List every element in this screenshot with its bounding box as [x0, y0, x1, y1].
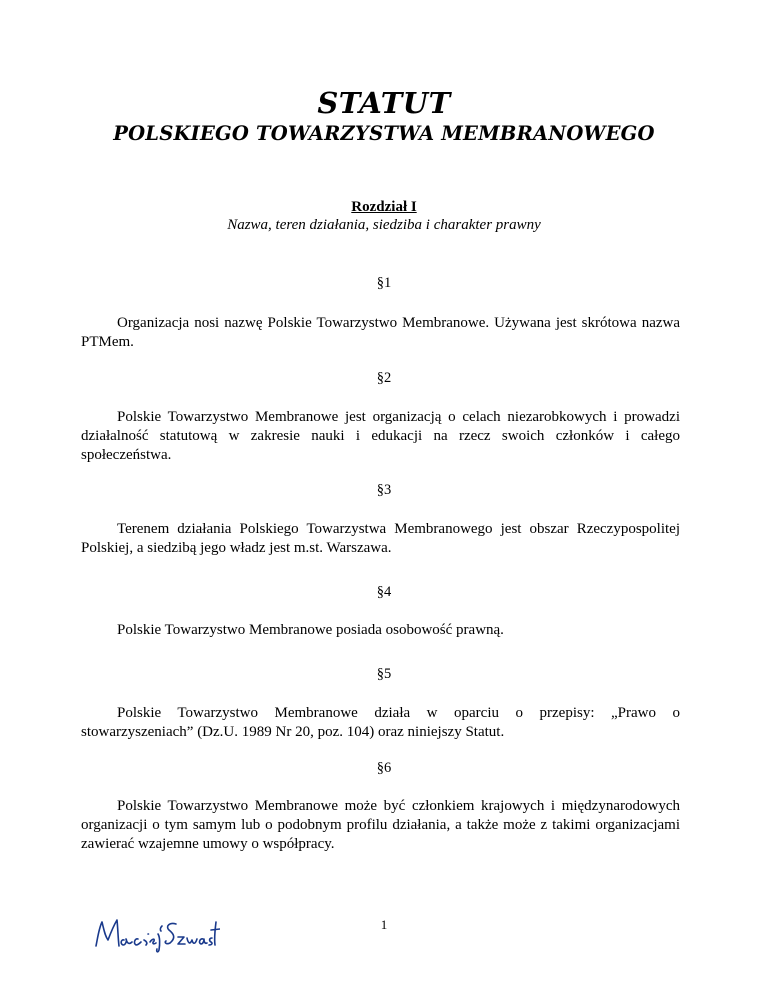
section-text-3: Terenem działania Polskiego Towarzystwa Membranowego jest obszar Rzeczypospolitej Polskiej, a siedzibą jego władz jest m.st. Warszawa. [81, 521, 680, 556]
section-mark-3: §3 [376, 482, 392, 498]
section-text-6: Polskie Towarzystwo Membranowe może być członkiem krajowych i międzynarodowych organizacji o tym samym lub o podobnym profilu działania, a także może z takimi organizacjami zawierać wzajemne umowy o współpracy. [81, 798, 680, 852]
chapter-subtitle: Nazwa, teren działania, siedziba i charakter prawny [227, 217, 541, 233]
document-title: STATUT [317, 86, 451, 120]
section-text-2: Polskie Towarzystwo Membranowe jest organizacją o celach niezarobkowych i prowadzi działalność statutową w zakresie nauki i edukacji na rzecz swoich członków i całego społeczeństwa. [81, 409, 680, 463]
document-subtitle: POLSKIEGO TOWARZYSTWA MEMBRANOWEGO [113, 122, 655, 145]
section-mark-4: §4 [376, 584, 392, 600]
section-text-4: Polskie Towarzystwo Membranowe posiada osobowość prawną. [117, 622, 504, 638]
section-text-5: Polskie Towarzystwo Membranowe działa w oparciu o przepisy: „Prawo o stowarzyszeniach” (Dz.U. 1989 Nr 20, poz. 104) oraz niniejszy Statut. [81, 705, 680, 740]
section-text-1: Organizacja nosi nazwę Polskie Towarzystwo Membranowe. Używana jest skrótowa nazwa PTMem. [81, 315, 680, 350]
section-mark-1: §1 [376, 275, 392, 291]
page-number: 1 [380, 917, 388, 932]
section-mark-6: §6 [376, 760, 392, 776]
section-mark-5: §5 [376, 666, 392, 682]
section-mark-2: §2 [376, 370, 392, 386]
chapter-title: Rozdział I [351, 199, 417, 215]
